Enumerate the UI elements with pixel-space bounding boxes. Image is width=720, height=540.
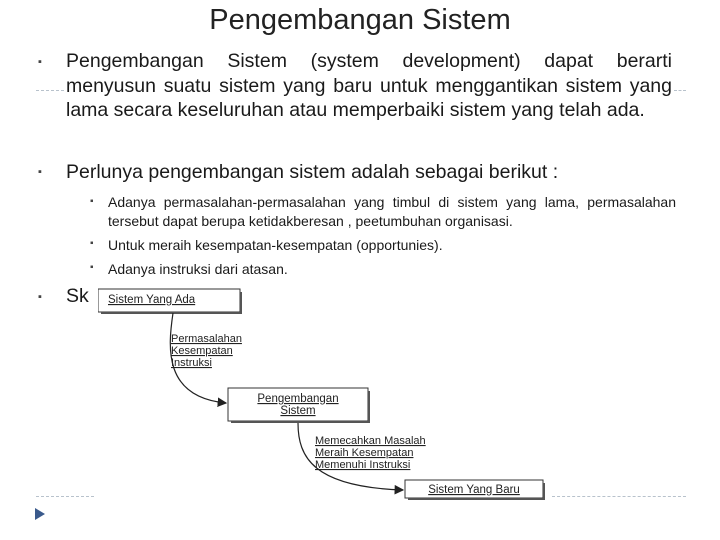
dashed-line-top-left [36, 90, 64, 91]
dashed-line-bottom-right [552, 496, 686, 497]
bullet-icon: ▪ [38, 291, 42, 303]
dashed-line-top-right [674, 90, 686, 91]
bullet-icon: ▪ [38, 166, 42, 178]
slide-nav-arrow-icon[interactable] [34, 507, 46, 521]
item-truncated-text: Sk [66, 285, 89, 307]
label-instruction: Instruksi [171, 357, 212, 369]
label-problems: Permasalahan [171, 333, 242, 345]
slide-title: Pengembangan Sistem [209, 4, 511, 36]
bullet-icon: ▪ [38, 56, 42, 68]
bullet-icon: ▪ [90, 262, 94, 273]
box-new-system-label: Sistem Yang Baru [428, 484, 520, 496]
label-opportunity: Kesempatan [171, 345, 233, 357]
sub-item-opportunities: Untuk meraih kesempatan-kesempatan (opportunies). [108, 237, 443, 253]
sub-item-instruction: Adanya instruksi dari atasan. [108, 261, 288, 277]
box-existing-system-label: Sistem Yang Ada [108, 294, 196, 306]
bullet-icon: ▪ [90, 238, 94, 249]
dashed-line-bottom-left [36, 496, 94, 497]
paragraph-definition: Pengembangan Sistem (system development) dapat berarti menyusun suatu sistem yang baru untuk menggantikan sistem yang lama secara keseluruhan atau memperbaiki sistem yang telah ada. [66, 50, 672, 121]
box-system-development-label-1: Pengembangan [257, 393, 339, 405]
bullet-icon: ▪ [90, 196, 94, 207]
paragraph-reasons-intro: Perlunya pengembangan sistem adalah sebagai berikut : [66, 161, 559, 183]
box-system-development-label-2: Sistem [280, 405, 316, 417]
system-development-diagram [98, 287, 558, 507]
sub-item-problems: Adanya permasalahan-permasalahan yang timbul di sistem yang lama, permasalahan tersebut dapat berupa ketidakberesan , peetumbuhan organisasi. [108, 194, 676, 229]
label-solve-problems: Memecahkan Masalah [315, 435, 426, 447]
label-seize-opportunity: Meraih Kesempatan [315, 447, 414, 459]
label-fulfil-instruction: Memenuhi Instruksi [315, 459, 411, 471]
